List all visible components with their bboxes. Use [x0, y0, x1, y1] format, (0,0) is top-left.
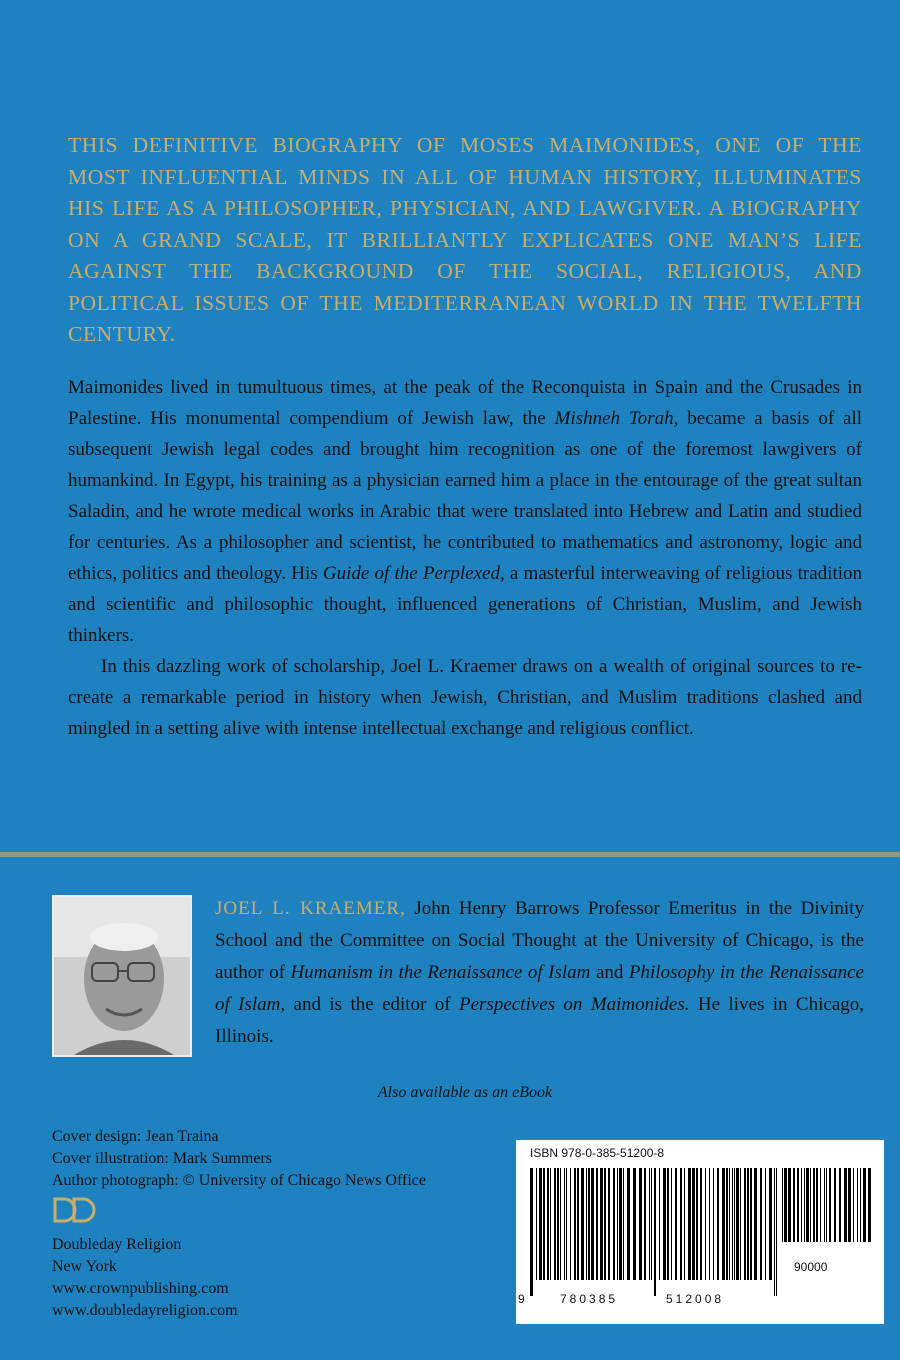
book-title-guide: Guide of the Perplexed,: [322, 563, 505, 584]
barcode-box: [516, 1140, 884, 1324]
author-name: JOEL L. KRAEMER,: [215, 898, 406, 919]
publisher-city: New York: [52, 1258, 117, 1275]
publisher-url-crown: www.crownpublishing.com: [52, 1280, 229, 1297]
description-paragraph-1: Maimonides lived in tumultuous times, at the peak of the Reconquista in Spain and the Crusades in Palestine. His monumental compendium of Jewish law, the Mishneh Torah, became a basis of all subsequent Jewish legal codes and brought him recognition as one of the foremost lawgivers of humankind. In Egypt, his training as a physician earned him a place in the entourage of the great sultan Saladin, and he wrote medical works in Arabic that were translated into Hebrew and Latin and studied for centuries. As a philosopher and scientist, he contributed to mathematics and astronomy, logic and ethics, politics and theology. His Guide of the Perplexed, a masterful interweaving of religious tradition and scientific and philosophic thought, influenced generations of Christian, Muslim, and Jewish thinkers.: [68, 377, 863, 646]
credit-author-photograph: Author photograph: © University of Chicago News Office: [52, 1172, 427, 1189]
credit-cover-design: Cover design: Jean Traina: [52, 1128, 219, 1145]
barcode-first-digit: 9: [518, 1292, 525, 1306]
price-code: 90000: [794, 1260, 828, 1274]
barcode-right-digits: 512008: [666, 1292, 725, 1306]
cover-blurb: THIS DEFINITIVE BIOGRAPHY OF MOSES MAIMONIDES, ONE OF THE MOST INFLUENTIAL MINDS IN ALL OF HUMAN HISTORY, ILLUMINATES HIS LIFE AS A PHILOSOPHER, PHYSICIAN, AND LAWGIVER. A BIOGRAPHY ON A GRAND SCALE, IT BRILLIANTLY EXPLICATES ONE MAN’S LIFE AGAINST THE BACKGROUND OF THE SOCIAL, RELIGIOUS, AND POLITICAL ISSUES OF THE MEDITERRANEAN WORLD IN THE TWELFTH CENTURY.: [68, 133, 862, 346]
cover-credits: [52, 1126, 426, 1192]
barcode-left-digits: 780385: [560, 1292, 619, 1306]
publisher-name: Doubleday Religion: [52, 1236, 182, 1253]
author-photo: [52, 895, 192, 1057]
book-title-mishneh-torah: Mishneh Torah,: [554, 408, 679, 429]
description: [68, 372, 862, 744]
section-divider: [0, 852, 900, 857]
author-bio: JOEL L. KRAEMER, John Henry Barrows Professor Emeritus in the Divinity School and the Committee on Social Thought at the University of Chicago, is the author of Humanism in the Renaissance of Islam and Philosophy in the Renaissance of Islam, and is the editor of Perspectives on Maimonides. He lives in Chicago, Illinois.: [215, 898, 864, 1047]
isbn-label: ISBN 978-0-385-51200-8: [530, 1146, 665, 1160]
description-paragraph-2: In this dazzling work of scholarship, Joel L. Kraemer draws on a wealth of original sources to re-create a remarkable period in history when Jewish, Christian, and Muslim traditions clashed and mingled in a setting alive with intense intellectual exchange and religious conflict.: [68, 656, 862, 739]
credit-cover-illustration: Cover illustration: Mark Summers: [52, 1150, 272, 1167]
doubleday-logo-icon: [52, 1196, 98, 1224]
publisher-info: [52, 1234, 238, 1322]
barcode-main-icon: [530, 1168, 780, 1296]
publisher-url-doubleday: www.doubledayreligion.com: [52, 1302, 238, 1319]
ebook-note: Also available as an eBook: [377, 1084, 553, 1101]
